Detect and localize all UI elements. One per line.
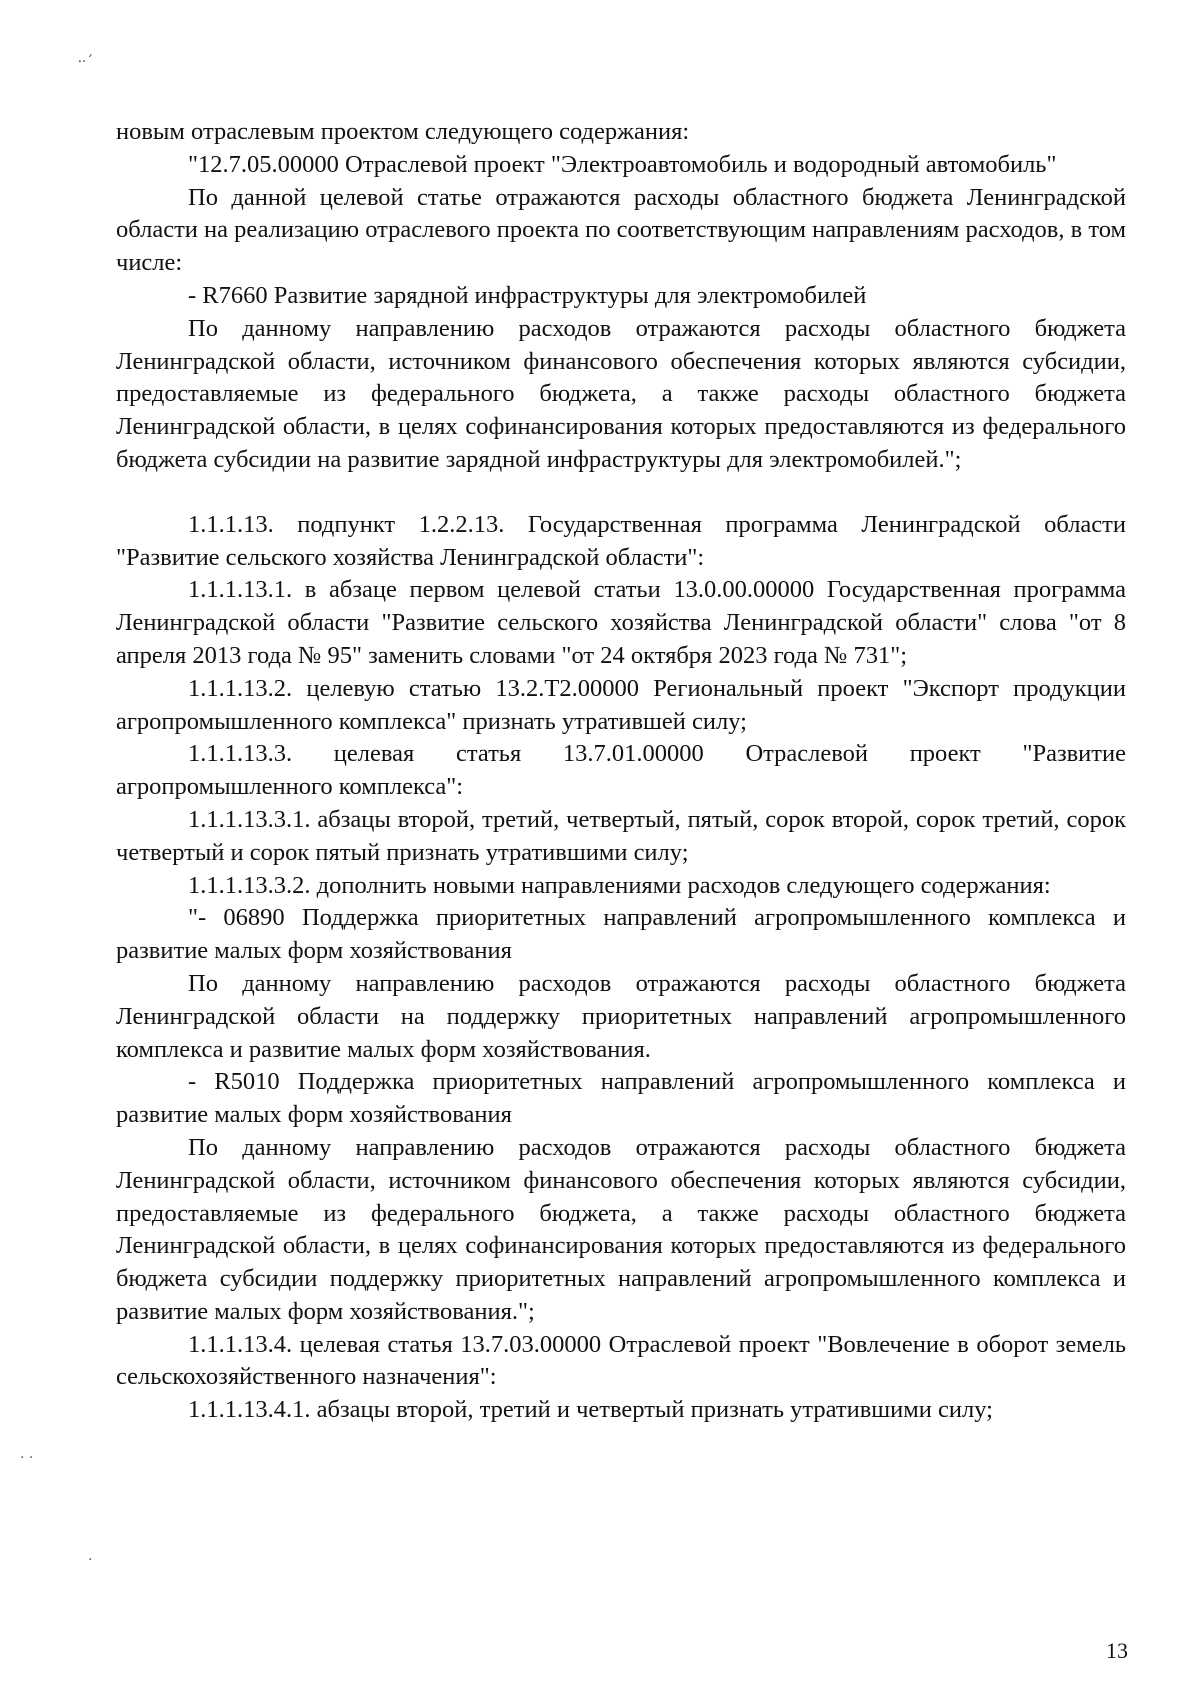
- paragraph: 1.1.1.13.2. целевую статью 13.2.Т2.00000 Региональный проект "Экспорт продукции агропромышленного комплекса" признать утратившей силу;: [116, 674, 1126, 735]
- paragraph: 1.1.1.13.4.1. абзацы второй, третий и четвертый признать утратившими силу;: [188, 1396, 993, 1424]
- paragraph: 1.1.1.13.4. целевая статья 13.7.03.00000 Отраслевой проект "Вовлечение в оборот земель сельскохозяйственного назначения":: [116, 1330, 1126, 1391]
- paragraph: новым отраслевым проектом следующего содержания:: [116, 118, 690, 145]
- paragraph: - R7660 Развитие зарядной инфраструктуры для электромобилей: [188, 281, 867, 309]
- paragraph: 1.1.1.13.3. целевая статья 13.7.01.00000 Отраслевой проект "Развитие агропромышленного комплекса":: [116, 740, 1126, 801]
- document-body: [116, 116, 1126, 1427]
- paragraph: 1.1.1.13.3.2. дополнить новыми направлениями расходов следующего содержания:: [188, 871, 1051, 899]
- paragraph: "12.7.05.00000 Отраслевой проект "Электроавтомобиль и водородный автомобиль": [188, 150, 1057, 178]
- paragraph: По данному направлению расходов отражаются расходы областного бюджета Ленинградской области на поддержку приоритетных направлений агропромышленного комплекса и развитие малых форм хозяйствования.: [116, 969, 1126, 1063]
- page-number: 13: [1106, 1638, 1128, 1663]
- paragraph: По данному направлению расходов отражаются расходы областного бюджета Ленинградской области, источником финансового обеспечения которых являются субсидии, предоставляемые из федерального бюджета, а также расходы областного бюджета Ленинградской области, в целях софинансирования которых предоставляются из федерального бюджета субсидии на развитие зарядной инфраструктуры для электромобилей.";: [116, 314, 1126, 473]
- paragraph: 1.1.1.13. подпункт 1.2.2.13. Государственная программа Ленинградской области "Развитие сельского хозяйства Ленинградской области":: [116, 510, 1126, 571]
- scan-artifact: · ·: [20, 1450, 34, 1466]
- paragraph: По данной целевой статье отражаются расходы областного бюджета Ленинградской области на реализацию отраслевого проекта по соответствующим направлениям расходов, в том числе:: [116, 183, 1126, 277]
- scan-artifact: ·: [88, 1552, 93, 1568]
- paragraph: - R5010 Поддержка приоритетных направлений агропромышленного комплекса и развитие малых форм хозяйствования: [116, 1068, 1126, 1129]
- paragraph: "- 06890 Поддержка приоритетных направлений агропромышленного комплекса и развитие малых форм хозяйствования: [116, 904, 1126, 965]
- paragraph: 1.1.1.13.3.1. абзацы второй, третий, четвертый, пятый, сорок второй, сорок третий, сорок четвертый и сорок пятый признать утратившими силу;: [116, 805, 1126, 866]
- paragraph: 1.1.1.13.1. в абзаце первом целевой статьи 13.0.00.00000 Государственная программа Ленинградской области "Развитие сельского хозяйства Ленинградской области" слова "от 8 апреля 2013 года № 95" заменить словами "от 24 октября 2023 года № 731";: [116, 576, 1126, 669]
- scan-artifact: ⸱·´: [78, 54, 94, 70]
- paragraph: По данному направлению расходов отражаются расходы областного бюджета Ленинградской области, источником финансового обеспечения которых являются субсидии, предоставляемые из федерального бюджета, а также расходы областного бюджета Ленинградской области, в целях софинансирования которых предоставляются из федерального бюджета субсидии поддержку приоритетных направлений агропромышленного комплекса и развитие малых форм хозяйствования.";: [116, 1133, 1126, 1325]
